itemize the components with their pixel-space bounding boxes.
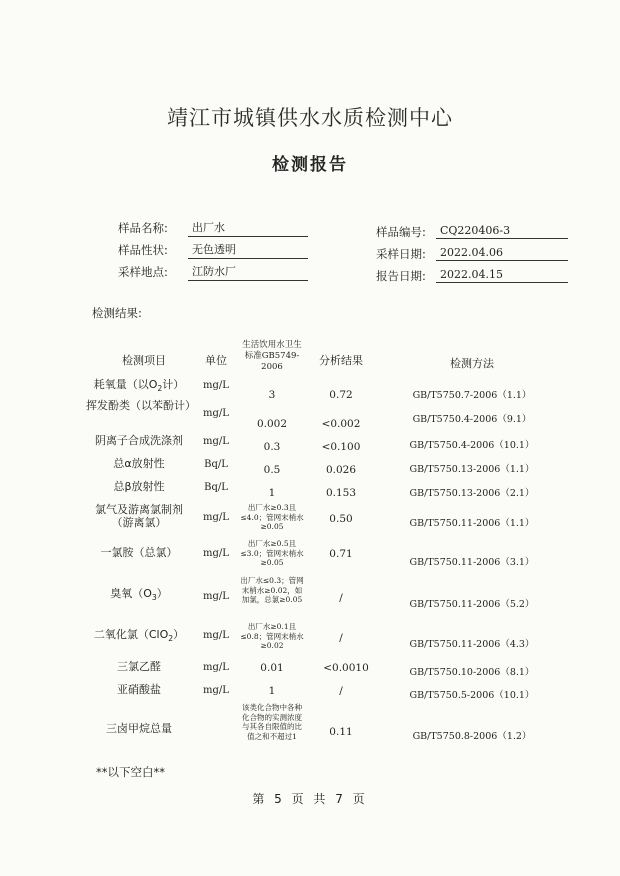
- row-unit: mg/L: [203, 630, 229, 641]
- row-standard: 出厂水≥0.5且≤3.0；管网末梢水≥0.05: [240, 539, 304, 567]
- row-result: 0.71: [329, 548, 353, 560]
- row-unit: mg/L: [203, 512, 229, 523]
- sample-name-label: 样品名称:: [118, 221, 168, 235]
- results-label: 检测结果:: [92, 306, 142, 320]
- row-unit: mg/L: [203, 548, 229, 559]
- row-result: /: [339, 632, 343, 644]
- sample-property-label: 样品性状:: [118, 243, 168, 257]
- row-result: 0.72: [329, 389, 353, 401]
- row-standard: 1: [268, 685, 276, 697]
- row-unit: mg/L: [203, 380, 229, 391]
- row-unit: mg/L: [203, 591, 229, 602]
- row-method: GB/T5750.11-2006（4.3）: [409, 639, 535, 650]
- row-result: 0.50: [329, 513, 353, 525]
- row-standard: 0.5: [263, 464, 281, 476]
- row-result: <0.0010: [323, 662, 369, 674]
- row-method: GB/T5750.5-2006（10.1）: [409, 690, 535, 701]
- sampling-date-label: 采样日期:: [376, 247, 426, 261]
- row-item: 总α放射性: [113, 457, 165, 470]
- row-standard: 1: [268, 487, 276, 499]
- row-method: GB/T5750.13-2006（1.1）: [409, 464, 535, 475]
- page-number: 第 5 页 共 7 页: [252, 792, 368, 806]
- report-title: 检测报告: [272, 155, 348, 175]
- row-item: 三卤甲烷总量: [106, 722, 172, 735]
- row-standard: 0.3: [263, 441, 281, 453]
- row-standard: 出厂水≤0.3；管网末梢水≥0.02，如加氯，总氯≥0.05: [240, 576, 304, 604]
- blank-note: **以下空白**: [96, 765, 165, 779]
- row-method: GB/T5750.11-2006（3.1）: [409, 557, 535, 568]
- header-unit: 单位: [205, 354, 227, 367]
- row-method: GB/T5750.10-2006（8.1）: [409, 667, 535, 678]
- location-label: 采样地点:: [118, 265, 168, 279]
- row-result: /: [339, 592, 343, 604]
- row-standard: 0.002: [256, 418, 288, 430]
- header-item: 检测项目: [122, 354, 166, 367]
- row-result: <0.100: [321, 441, 361, 453]
- row-standard: 该类化合物中各种化合物的实测浓度与其各自限值的比值之和不超过1: [242, 703, 302, 741]
- row-standard: 出厂水≥0.1且≤0.8；管网末梢水≥0.02: [240, 622, 304, 650]
- row-unit: Bq/L: [204, 459, 228, 470]
- row-item: 亚硝酸盐: [117, 683, 161, 696]
- row-method: GB/T5750.8-2006（1.2）: [412, 731, 532, 742]
- header-result: 分析结果: [319, 354, 363, 367]
- row-unit: mg/L: [203, 436, 229, 447]
- row-item: 挥发酚类（以苯酚计）: [86, 399, 196, 412]
- report-date-label: 报告日期:: [376, 269, 426, 283]
- row-item: 总β放射性: [113, 480, 165, 493]
- report-date-value: 2022.04.15: [436, 268, 568, 283]
- row-method: GB/T5750.4-2006（10.1）: [409, 440, 535, 451]
- row-unit: mg/L: [203, 662, 229, 673]
- row-result: <0.002: [321, 418, 361, 430]
- row-standard: 0.01: [260, 662, 284, 674]
- sample-property-value: 无色透明: [188, 241, 308, 259]
- sampling-date-value: 2022.04.06: [436, 246, 568, 261]
- row-item: 一氯胺（总氯）: [100, 546, 178, 559]
- row-result: 0.026: [325, 464, 357, 476]
- row-unit: mg/L: [203, 685, 229, 696]
- row-item: 氯气及游离氯制剂（游离氯）: [95, 503, 183, 529]
- row-item: 阴离子合成洗涤剂: [95, 434, 183, 447]
- row-result: 0.11: [329, 726, 353, 738]
- row-method: GB/T5750.11-2006（1.1）: [409, 518, 535, 529]
- row-result: 0.153: [325, 487, 357, 499]
- row-item: 三氯乙醛: [117, 660, 161, 673]
- row-method: GB/T5750.13-2006（2.1）: [409, 488, 535, 499]
- header-standard: 生活饮用水卫生标准GB5749-2006: [242, 340, 302, 372]
- sample-name-value: 出厂水: [188, 219, 308, 237]
- row-item: 耗氧量（以$O_2$计）: [93, 378, 185, 394]
- sample-code-value: CQ220406-3: [436, 224, 568, 239]
- location-value: 江防水厂: [188, 263, 308, 281]
- row-method: GB/T5750.7-2006（1.1）: [412, 390, 532, 401]
- row-unit: Bq/L: [204, 482, 228, 493]
- row-result: /: [339, 685, 343, 697]
- row-method: GB/T5750.4-2006（9.1）: [412, 414, 532, 425]
- row-standard: 出厂水≥0.3且≤4.0；管网末梢水≥0.05: [240, 503, 304, 531]
- sample-code-label: 样品编号:: [376, 225, 426, 239]
- header-method: 检测方法: [450, 357, 494, 370]
- row-unit: mg/L: [203, 408, 229, 419]
- row-item: 臭氧$(O_3)$: [110, 587, 168, 603]
- row-method: GB/T5750.11-2006（5.2）: [409, 599, 535, 610]
- row-standard: 3: [268, 389, 276, 401]
- row-item: 二氧化氯（ClO$_2$）: [93, 628, 185, 644]
- organization-title: 靖江市城镇供水水质检测中心: [167, 106, 453, 130]
